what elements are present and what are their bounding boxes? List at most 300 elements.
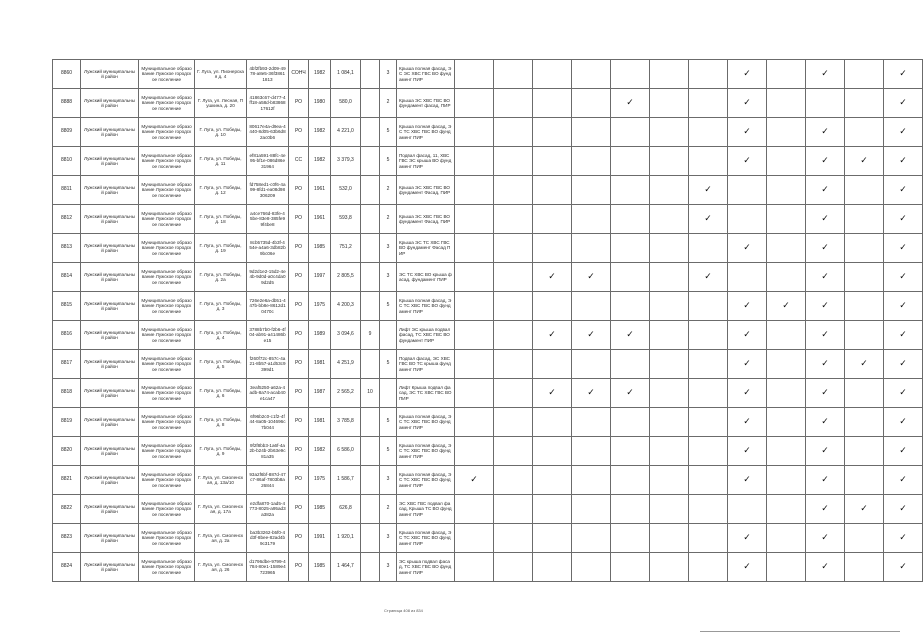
empty-check-cell	[455, 60, 494, 89]
empty-check-cell	[455, 321, 494, 350]
year-cell: 1975	[309, 292, 331, 321]
checkmark-icon: ✓	[884, 205, 923, 234]
type-cell: РО	[289, 118, 309, 147]
empty-check-cell	[689, 89, 728, 118]
registry-rows	[53, 60, 923, 582]
empty-check-cell	[533, 408, 572, 437]
checkmark-icon: ✓	[884, 437, 923, 466]
works-cell: Крыша ЭС ХВС ГВС ВО фундамент Фасад, ПИР	[397, 176, 455, 205]
empty-check-cell	[767, 379, 806, 408]
checkmark-icon: ✓	[884, 176, 923, 205]
checkmark-icon: ✓	[728, 379, 767, 408]
checkmark-icon: ✓	[884, 60, 923, 89]
row-id: 8824	[53, 553, 81, 582]
count-cell: 3	[380, 263, 397, 292]
district-cell: Лужский муниципальный район	[81, 437, 139, 466]
row-id: 8815	[53, 292, 81, 321]
type-cell: РО	[289, 321, 309, 350]
empty-check-cell	[767, 408, 806, 437]
owner-cell: Муниципальное образование Лужское городское поселение	[139, 205, 195, 234]
checkmark-icon: ✓	[572, 263, 611, 292]
row-id: 8820	[53, 437, 81, 466]
empty-check-cell	[455, 234, 494, 263]
owner-cell: Муниципальное образование Лужское городское поселение	[139, 437, 195, 466]
checkmark-icon: ✓	[884, 466, 923, 495]
guid-cell: 9d2d1e2-15d2-4e4b-9d0d-a0c4da09d2d5	[247, 263, 289, 292]
empty-check-cell	[533, 524, 572, 553]
table-row	[53, 234, 923, 263]
count-cell: 3	[380, 553, 397, 582]
empty-check-cell	[611, 292, 650, 321]
empty-check-cell	[572, 553, 611, 582]
empty-check-cell	[572, 466, 611, 495]
owner-cell: Муниципальное образование Лужское городское поселение	[139, 553, 195, 582]
guid-cell: 8cb5735d-4b3f-454e-a4a6-3db82b9bc06e	[247, 234, 289, 263]
guid-cell: a4ce766d-83fe-45be-83e8-385fe99f4be8	[247, 205, 289, 234]
count-cell: 3	[380, 60, 397, 89]
floors-cell	[361, 147, 380, 176]
district-cell: Лужский муниципальный район	[81, 147, 139, 176]
empty-check-cell	[689, 321, 728, 350]
owner-cell: Муниципальное образование Лужское городское поселение	[139, 263, 195, 292]
area-cell: 3 785,8	[331, 408, 361, 437]
floors-cell	[361, 176, 380, 205]
address-cell: Г. Луга, ул. Победы, д. 11	[195, 147, 247, 176]
guid-cell: 3788b7b0-f2b6-4f04-ab91-a41486be15	[247, 321, 289, 350]
count-cell: 5	[380, 437, 397, 466]
year-cell: 1987	[309, 379, 331, 408]
checkmark-icon: ✓	[611, 379, 650, 408]
empty-check-cell	[494, 437, 533, 466]
guid-cell: 41863c67-d477-4ff18-a58d-b8386817612f	[247, 89, 289, 118]
empty-check-cell	[572, 408, 611, 437]
type-cell: РО	[289, 437, 309, 466]
empty-check-cell	[455, 437, 494, 466]
empty-check-cell	[767, 60, 806, 89]
empty-check-cell	[533, 292, 572, 321]
works-cell: Крыша ЭС ХВС ГВС ВО фундамент фасад, ПИР	[397, 89, 455, 118]
checkmark-icon: ✓	[533, 379, 572, 408]
address-cell: Г. Луга, ул. Победы, д. 12	[195, 176, 247, 205]
district-cell: Лужский муниципальный район	[81, 176, 139, 205]
checkmark-icon: ✓	[572, 379, 611, 408]
empty-check-cell	[572, 147, 611, 176]
empty-check-cell	[455, 147, 494, 176]
floors-cell	[361, 292, 380, 321]
checkmark-icon: ✓	[728, 408, 767, 437]
row-id: 8810	[53, 147, 81, 176]
type-cell: РО	[289, 350, 309, 379]
checkmark-icon: ✓	[884, 495, 923, 524]
empty-check-cell	[455, 379, 494, 408]
owner-cell: Муниципальное образование Лужское городское поселение	[139, 495, 195, 524]
housing-registry-table	[52, 59, 923, 582]
address-cell: Г. Луга, ул. Смоленская, д. 17а	[195, 495, 247, 524]
guid-cell: ef81a591-88fc-4e95-bf1e-086d86e31964	[247, 147, 289, 176]
table-row	[53, 292, 923, 321]
empty-check-cell	[494, 205, 533, 234]
empty-check-cell	[689, 118, 728, 147]
year-cell: 1982	[309, 60, 331, 89]
owner-cell: Муниципальное образование Лужское городское поселение	[139, 89, 195, 118]
empty-check-cell	[611, 60, 650, 89]
address-cell: Г. Луга, ул. Победы, д. 5	[195, 350, 247, 379]
guid-cell: 3eaf5250-a62a-4adb-8a74-acab40e1ca47	[247, 379, 289, 408]
year-cell: 1985	[309, 234, 331, 263]
empty-check-cell	[767, 350, 806, 379]
year-cell: 1989	[309, 321, 331, 350]
empty-check-cell	[845, 263, 884, 292]
area-cell: 626,8	[331, 495, 361, 524]
empty-check-cell	[650, 89, 689, 118]
district-cell: Лужский муниципальный район	[81, 263, 139, 292]
empty-check-cell	[611, 234, 650, 263]
checkmark-icon: ✓	[845, 495, 884, 524]
empty-check-cell	[455, 524, 494, 553]
table-row	[53, 89, 923, 118]
empty-check-cell	[767, 263, 806, 292]
table-row	[53, 176, 923, 205]
guid-cell: 726e2e6a-db51-447b-bb8e-8612d10470c	[247, 292, 289, 321]
empty-check-cell	[572, 205, 611, 234]
area-cell: 593,8	[331, 205, 361, 234]
empty-check-cell	[494, 553, 533, 582]
address-cell: Г. Луга, ул. Лесная, Пушкина, д. 20	[195, 89, 247, 118]
empty-check-cell	[728, 495, 767, 524]
owner-cell: Муниципальное образование Лужское городское поселение	[139, 147, 195, 176]
type-cell: РО	[289, 553, 309, 582]
count-cell: 5	[380, 350, 397, 379]
empty-check-cell	[494, 350, 533, 379]
type-cell: РО	[289, 89, 309, 118]
empty-check-cell	[845, 466, 884, 495]
area-cell: 1 920,1	[331, 524, 361, 553]
empty-check-cell	[494, 495, 533, 524]
empty-check-cell	[845, 205, 884, 234]
empty-check-cell	[650, 350, 689, 379]
empty-check-cell	[455, 350, 494, 379]
area-cell: 1 586,7	[331, 466, 361, 495]
district-cell: Лужский муниципальный район	[81, 292, 139, 321]
checkmark-icon: ✓	[806, 466, 845, 495]
empty-check-cell	[767, 466, 806, 495]
empty-check-cell	[533, 350, 572, 379]
bottom-rule	[700, 631, 900, 632]
checkmark-icon: ✓	[806, 524, 845, 553]
checkmark-icon: ✓	[728, 524, 767, 553]
owner-cell: Муниципальное образование Лужское городское поселение	[139, 292, 195, 321]
empty-check-cell	[650, 379, 689, 408]
empty-check-cell	[689, 495, 728, 524]
floors-cell	[361, 408, 380, 437]
empty-check-cell	[533, 553, 572, 582]
checkmark-icon: ✓	[806, 176, 845, 205]
works-cell: Крыша полная фасад, ЭС ТС ХВС ГВС ВО фундамент ПИР	[397, 118, 455, 147]
checkmark-icon: ✓	[806, 234, 845, 263]
floors-cell	[361, 263, 380, 292]
address-cell: Г. Луга, ул. Победы, д. 10	[195, 118, 247, 147]
empty-check-cell	[650, 263, 689, 292]
floors-cell	[361, 553, 380, 582]
checkmark-icon: ✓	[533, 263, 572, 292]
checkmark-icon: ✓	[611, 321, 650, 350]
checkmark-icon: ✓	[884, 234, 923, 263]
checkmark-icon: ✓	[806, 60, 845, 89]
address-cell: Г. Луга, ул. Победы, д. 2а	[195, 263, 247, 292]
checkmark-icon: ✓	[884, 524, 923, 553]
row-id: 8818	[53, 379, 81, 408]
empty-check-cell	[533, 205, 572, 234]
empty-check-cell	[845, 524, 884, 553]
area-cell: 751,2	[331, 234, 361, 263]
address-cell: Г. Луга, ул. Смоленская, д. 26	[195, 553, 247, 582]
empty-check-cell	[494, 524, 533, 553]
guid-cell: 9f2f8bb3-1a6f-4a2b-b24b-2b63e9c81a35	[247, 437, 289, 466]
address-cell: Г. Луга, ул. Победы, д. 4	[195, 321, 247, 350]
works-cell: Крыша полная фасад, ЭС ТС ХВС ГВС ВО фундамент ПИР	[397, 292, 455, 321]
count-cell: 3	[380, 524, 397, 553]
district-cell: Лужский муниципальный район	[81, 466, 139, 495]
empty-check-cell	[611, 176, 650, 205]
empty-check-cell	[650, 118, 689, 147]
checkmark-icon: ✓	[728, 466, 767, 495]
empty-check-cell	[611, 263, 650, 292]
checkmark-icon: ✓	[689, 205, 728, 234]
empty-check-cell	[455, 495, 494, 524]
checkmark-icon: ✓	[806, 553, 845, 582]
page-footer: Страница 408 из 834	[384, 608, 423, 613]
table-row	[53, 321, 923, 350]
year-cell: 1985	[309, 553, 331, 582]
empty-check-cell	[494, 466, 533, 495]
empty-check-cell	[689, 350, 728, 379]
empty-check-cell	[689, 292, 728, 321]
table-row	[53, 60, 923, 89]
area-cell: 6 586,0	[331, 437, 361, 466]
checkmark-icon: ✓	[884, 89, 923, 118]
empty-check-cell	[689, 437, 728, 466]
guid-cell: ba3b3262-b5f0-4d3f-8bee-82ad4b9c3179	[247, 524, 289, 553]
floors-cell	[361, 495, 380, 524]
empty-check-cell	[533, 466, 572, 495]
owner-cell: Муниципальное образование Лужское городское поселение	[139, 176, 195, 205]
empty-check-cell	[611, 147, 650, 176]
works-cell: Подвал фасад, ЭС ХВС ГВС ВО ТС крыша фундамент ПИР	[397, 350, 455, 379]
checkmark-icon: ✓	[884, 379, 923, 408]
floors-cell	[361, 350, 380, 379]
type-cell: СОНЧ	[289, 60, 309, 89]
table-row	[53, 350, 923, 379]
year-cell: 1980	[309, 89, 331, 118]
count-cell: 2	[380, 205, 397, 234]
empty-check-cell	[533, 89, 572, 118]
district-cell: Лужский муниципальный район	[81, 118, 139, 147]
area-cell: 4 251,9	[331, 350, 361, 379]
empty-check-cell	[650, 408, 689, 437]
row-id: 8822	[53, 495, 81, 524]
empty-check-cell	[533, 437, 572, 466]
checkmark-icon: ✓	[728, 118, 767, 147]
empty-check-cell	[650, 147, 689, 176]
year-cell: 1982	[309, 437, 331, 466]
checkmark-icon: ✓	[884, 292, 923, 321]
empty-check-cell	[455, 263, 494, 292]
address-cell: Г. Луга, ул. Смоленская, д. 13а/10	[195, 466, 247, 495]
owner-cell: Муниципальное образование Лужское городское поселение	[139, 466, 195, 495]
guid-cell: f260f72c-857c-4a21-8b57-a1d53c9399d1	[247, 350, 289, 379]
row-id: 8811	[53, 176, 81, 205]
empty-check-cell	[767, 176, 806, 205]
empty-check-cell	[455, 176, 494, 205]
works-cell: Крыша полная фасад, ЭС ТС ХВС ГВС ВО фундамент ПИР	[397, 408, 455, 437]
guid-cell: 93a2f6bf-887d-47c7-86af-7803b8a26844	[247, 466, 289, 495]
row-id: 8816	[53, 321, 81, 350]
empty-check-cell	[767, 89, 806, 118]
empty-check-cell	[572, 89, 611, 118]
count-cell: 2	[380, 176, 397, 205]
checkmark-icon: ✓	[884, 408, 923, 437]
empty-check-cell	[494, 408, 533, 437]
empty-check-cell	[533, 176, 572, 205]
year-cell: 1981	[309, 408, 331, 437]
works-cell: Крыша полная фасад, ЭС ТС ХВС ГВС ВО фундамент ПИР	[397, 466, 455, 495]
address-cell: Г. Луга, ул. Пионерская д. 4	[195, 60, 247, 89]
district-cell: Лужский муниципальный район	[81, 495, 139, 524]
address-cell: Г. Луга, ул. Победы, д. 3	[195, 292, 247, 321]
checkmark-icon: ✓	[728, 89, 767, 118]
checkmark-icon: ✓	[689, 176, 728, 205]
checkmark-icon: ✓	[728, 147, 767, 176]
floors-cell	[361, 60, 380, 89]
empty-check-cell	[767, 553, 806, 582]
empty-check-cell	[455, 118, 494, 147]
empty-check-cell	[455, 553, 494, 582]
type-cell: РО	[289, 379, 309, 408]
row-id: 8813	[53, 234, 81, 263]
guid-cell: e2dfa870-1ad5-4773-8025-a95ad3a382a	[247, 495, 289, 524]
empty-check-cell	[611, 466, 650, 495]
count-cell: 2	[380, 89, 397, 118]
count-cell: 3	[380, 234, 397, 263]
floors-cell: 9	[361, 321, 380, 350]
table-row	[53, 466, 923, 495]
checkmark-icon: ✓	[455, 466, 494, 495]
empty-check-cell	[494, 176, 533, 205]
empty-check-cell	[455, 408, 494, 437]
year-cell: 1961	[309, 176, 331, 205]
table-row	[53, 118, 923, 147]
row-id: 8817	[53, 350, 81, 379]
checkmark-icon: ✓	[884, 350, 923, 379]
empty-check-cell	[689, 553, 728, 582]
empty-check-cell	[650, 321, 689, 350]
district-cell: Лужский муниципальный район	[81, 60, 139, 89]
empty-check-cell	[533, 60, 572, 89]
owner-cell: Муниципальное образование Лужское городское поселение	[139, 60, 195, 89]
year-cell: 1961	[309, 205, 331, 234]
empty-check-cell	[767, 524, 806, 553]
address-cell: Г. Луга, ул. Победы, д. 6	[195, 379, 247, 408]
district-cell: Лужский муниципальный район	[81, 524, 139, 553]
empty-check-cell	[572, 292, 611, 321]
empty-check-cell	[611, 205, 650, 234]
empty-check-cell	[611, 350, 650, 379]
floors-cell: 10	[361, 379, 380, 408]
empty-check-cell	[611, 553, 650, 582]
empty-check-cell	[689, 408, 728, 437]
empty-check-cell	[533, 495, 572, 524]
works-cell: Крыша ЭС ХВС ГВС ВО фундамент Фасад, ПИР	[397, 205, 455, 234]
empty-check-cell	[728, 205, 767, 234]
empty-check-cell	[572, 60, 611, 89]
works-cell: Крыша ЭС ТС ХВС ГВС ВО фундамент Фасад ПИР	[397, 234, 455, 263]
empty-check-cell	[845, 234, 884, 263]
row-id: 8814	[53, 263, 81, 292]
row-id: 8888	[53, 89, 81, 118]
district-cell: Лужский муниципальный район	[81, 321, 139, 350]
checkmark-icon: ✓	[533, 321, 572, 350]
empty-check-cell	[689, 234, 728, 263]
address-cell: Г. Луга, ул. Победы, д. 9	[195, 437, 247, 466]
checkmark-icon: ✓	[845, 350, 884, 379]
checkmark-icon: ✓	[572, 321, 611, 350]
owner-cell: Муниципальное образование Лужское городское поселение	[139, 379, 195, 408]
checkmark-icon: ✓	[806, 321, 845, 350]
empty-check-cell	[650, 495, 689, 524]
checkmark-icon: ✓	[884, 147, 923, 176]
row-id: 8819	[53, 408, 81, 437]
type-cell: РО	[289, 263, 309, 292]
year-cell: 1982	[309, 147, 331, 176]
checkmark-icon: ✓	[884, 321, 923, 350]
empty-check-cell	[845, 176, 884, 205]
district-cell: Лужский муниципальный район	[81, 379, 139, 408]
district-cell: Лужский муниципальный район	[81, 234, 139, 263]
type-cell: РО	[289, 176, 309, 205]
table-row	[53, 553, 923, 582]
owner-cell: Муниципальное образование Лужское городское поселение	[139, 350, 195, 379]
checkmark-icon: ✓	[884, 118, 923, 147]
works-cell: Лифт ЭС крыша подвал фасад, ТС ХВС ГВС ВО фундамент ПИР	[397, 321, 455, 350]
empty-check-cell	[845, 379, 884, 408]
floors-cell	[361, 524, 380, 553]
empty-check-cell	[611, 408, 650, 437]
checkmark-icon: ✓	[728, 60, 767, 89]
floors-cell	[361, 118, 380, 147]
guid-cell: fd758ed1-c0f6-4a99-8fd1-ea08d98306209	[247, 176, 289, 205]
floors-cell	[361, 89, 380, 118]
checkmark-icon: ✓	[689, 263, 728, 292]
floors-cell	[361, 234, 380, 263]
checkmark-icon: ✓	[884, 553, 923, 582]
empty-check-cell	[533, 118, 572, 147]
empty-check-cell	[494, 292, 533, 321]
guid-cell: 4bf2fb93-2d09-4978-a8e5-36f38611813	[247, 60, 289, 89]
type-cell: СС	[289, 147, 309, 176]
empty-check-cell	[455, 205, 494, 234]
empty-check-cell	[494, 118, 533, 147]
empty-check-cell	[650, 553, 689, 582]
empty-check-cell	[845, 553, 884, 582]
empty-check-cell	[494, 263, 533, 292]
count-cell: 5	[380, 292, 397, 321]
empty-check-cell	[494, 234, 533, 263]
checkmark-icon: ✓	[806, 205, 845, 234]
owner-cell: Муниципальное образование Лужское городское поселение	[139, 408, 195, 437]
empty-check-cell	[767, 205, 806, 234]
table-row	[53, 263, 923, 292]
empty-check-cell	[611, 437, 650, 466]
